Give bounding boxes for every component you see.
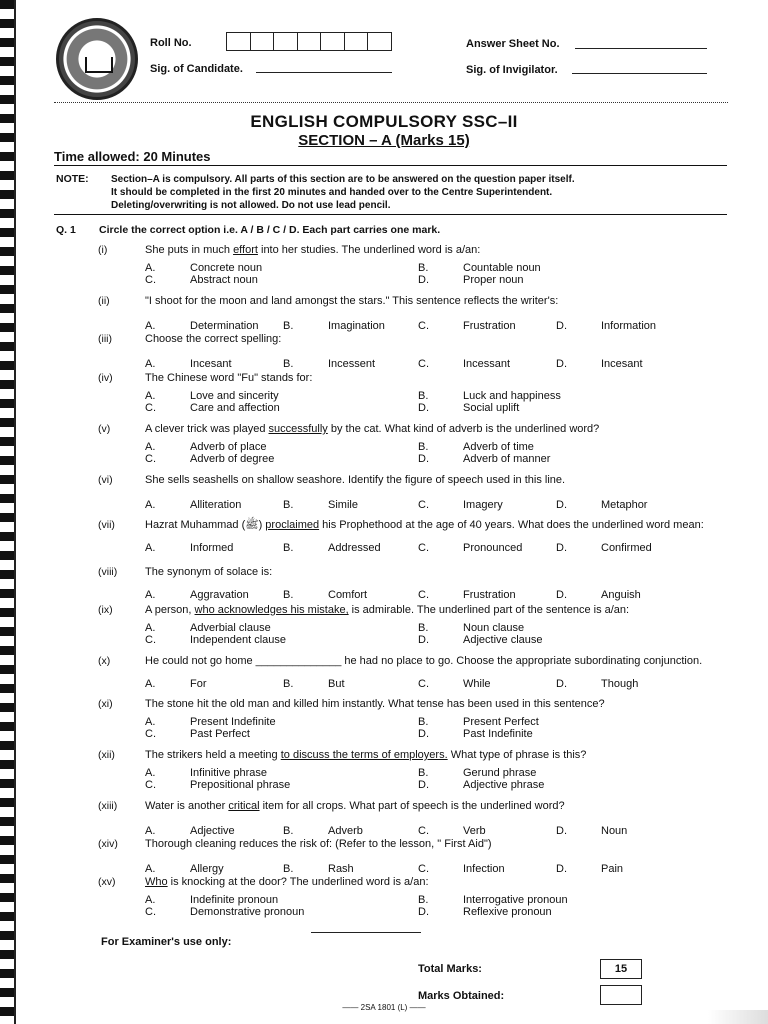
- roll-digit-box[interactable]: [298, 33, 322, 50]
- item-number: (xv): [98, 876, 116, 888]
- option-text[interactable]: Verb: [463, 825, 486, 837]
- option-letter[interactable]: C.: [418, 542, 429, 554]
- item-question: [145, 244, 705, 256]
- paper-title: ENGLISH COMPULSORY SSC–II: [250, 112, 518, 131]
- candidate-signature-label: Sig. of Candidate.: [150, 63, 243, 75]
- item-number: (v): [98, 423, 111, 435]
- option-letter[interactable]: D.: [418, 453, 429, 465]
- option-text[interactable]: Anguish: [601, 589, 641, 601]
- question-text: What type of phrase is this?: [447, 749, 587, 761]
- note-label: NOTE:: [56, 173, 89, 185]
- question-text: is admirable. The underlined part of the sentence is a/an:: [348, 604, 630, 616]
- item-question: [145, 604, 705, 616]
- option-letter[interactable]: B.: [283, 320, 294, 332]
- item-number: (vii): [98, 519, 115, 531]
- item-number: (vi): [98, 474, 113, 486]
- option-text[interactable]: Infinitive phrase: [190, 767, 268, 779]
- option-text[interactable]: Information: [601, 320, 657, 332]
- option-text[interactable]: Independent clause: [190, 634, 287, 646]
- option-text[interactable]: Adverbial clause: [190, 622, 271, 634]
- option-letter[interactable]: C.: [418, 358, 429, 370]
- option-text[interactable]: For: [190, 678, 207, 690]
- option-text[interactable]: Incessent: [328, 358, 376, 370]
- item-question: [145, 749, 705, 761]
- question-text: Hazrat Muhammad (ﷺ): [145, 519, 266, 531]
- option-text[interactable]: Metaphor: [601, 499, 648, 511]
- item-question: [145, 698, 705, 710]
- option-text[interactable]: Simile: [328, 499, 358, 511]
- board-seal-logo: [56, 18, 138, 100]
- question-item: [0, 800, 768, 837]
- option-text[interactable]: Present Perfect: [463, 716, 539, 728]
- option-letter[interactable]: A.: [145, 767, 156, 779]
- item-question: [145, 566, 705, 578]
- examiner-label: For Examiner's use only:: [101, 936, 232, 948]
- question-item: [0, 876, 768, 918]
- binding-edge: [14, 0, 16, 1024]
- option-text[interactable]: Adjective clause: [463, 634, 543, 646]
- option-text[interactable]: Care and affection: [190, 402, 280, 414]
- option-letter[interactable]: B.: [418, 390, 429, 402]
- option-letter[interactable]: B.: [283, 678, 294, 690]
- option-text[interactable]: Incessant: [463, 358, 511, 370]
- option-letter[interactable]: D.: [556, 589, 567, 601]
- answer-sheet-field[interactable]: [575, 37, 707, 49]
- option-text[interactable]: Informed: [190, 542, 234, 554]
- option-letter[interactable]: D.: [418, 634, 429, 646]
- candidate-signature-field[interactable]: [256, 61, 392, 73]
- option-text[interactable]: Frustration: [463, 589, 516, 601]
- option-text[interactable]: Interrogative pronoun: [463, 894, 568, 906]
- option-letter[interactable]: B.: [283, 358, 294, 370]
- question-text: "I shoot for the moon and land amongst the stars." This sentence reflects the writer's:: [145, 295, 559, 307]
- option-letter[interactable]: D.: [556, 863, 567, 875]
- option-text[interactable]: Incesant: [190, 358, 232, 370]
- option-letter[interactable]: C.: [418, 499, 429, 511]
- option-letter[interactable]: D.: [556, 358, 567, 370]
- item-question: [145, 372, 705, 384]
- option-text[interactable]: Past Indefinite: [463, 728, 533, 740]
- option-text[interactable]: Proper noun: [463, 274, 524, 286]
- option-letter[interactable]: A.: [145, 716, 156, 728]
- option-letter[interactable]: A.: [145, 622, 156, 634]
- option-letter[interactable]: A.: [145, 441, 156, 453]
- option-letter[interactable]: A.: [145, 542, 156, 554]
- question-text: into her studies. The underlined word is a/an:: [257, 244, 481, 256]
- option-text[interactable]: Pain: [601, 863, 624, 875]
- item-number: (ix): [98, 604, 113, 616]
- option-letter[interactable]: A.: [145, 589, 156, 601]
- question-text: The stone hit the old man and killed him instantly. What tense has been used in this sentence?: [145, 698, 605, 710]
- item-question: [145, 655, 705, 667]
- roll-digit-box[interactable]: [345, 33, 369, 50]
- option-text[interactable]: Social uplift: [463, 402, 520, 414]
- option-letter[interactable]: B.: [283, 863, 294, 875]
- option-letter[interactable]: D.: [556, 499, 567, 511]
- item-question: [145, 474, 705, 486]
- question-text: She puts in much: [145, 244, 234, 256]
- option-text[interactable]: Gerund phrase: [463, 767, 537, 779]
- option-text[interactable]: Past Perfect: [190, 728, 250, 740]
- underlined-text: critical: [228, 800, 260, 812]
- option-letter[interactable]: C.: [145, 453, 156, 465]
- option-letter[interactable]: B.: [418, 716, 429, 728]
- invigilator-signature-label: Sig. of Invigilator.: [466, 64, 558, 76]
- option-letter[interactable]: D.: [556, 320, 567, 332]
- total-marks-label: Total Marks:: [418, 963, 482, 975]
- underlined-text: successfully: [268, 423, 328, 435]
- option-text[interactable]: Adjective phrase: [463, 779, 545, 791]
- question-text: Thorough cleaning reduces the risk of: (Refer to the lesson, " First Aid"): [145, 838, 492, 850]
- underlined-text: Who: [145, 876, 168, 888]
- option-text[interactable]: Abstract noun: [190, 274, 258, 286]
- option-letter[interactable]: A.: [145, 358, 156, 370]
- option-letter[interactable]: D.: [418, 402, 429, 414]
- option-text[interactable]: Allergy: [190, 863, 224, 875]
- item-question: [145, 295, 705, 307]
- option-letter[interactable]: C.: [418, 320, 429, 332]
- option-text[interactable]: Reflexive pronoun: [463, 906, 552, 918]
- option-letter[interactable]: B.: [283, 499, 294, 511]
- option-text[interactable]: Incesant: [601, 358, 643, 370]
- option-letter[interactable]: C.: [145, 274, 156, 286]
- note-line: It should be completed in the first 20 minutes and handed over to the Centre Superintendent.: [111, 187, 553, 198]
- question-item: [0, 566, 768, 601]
- option-letter[interactable]: C.: [145, 634, 156, 646]
- option-letter[interactable]: B.: [418, 767, 429, 779]
- question-text: She sells seashells on shallow seashore. Identify the figure of speech used in this line.: [145, 474, 566, 486]
- option-text[interactable]: While: [463, 678, 491, 690]
- option-text[interactable]: Rash: [328, 863, 354, 875]
- option-letter[interactable]: C.: [418, 825, 429, 837]
- option-letter[interactable]: C.: [145, 779, 156, 791]
- option-letter[interactable]: D.: [556, 678, 567, 690]
- underlined-text: proclaimed: [265, 519, 320, 531]
- question-item: [0, 519, 768, 554]
- item-question: [145, 876, 705, 888]
- question-item: [0, 655, 768, 690]
- question-text: The synonym of solace is:: [145, 566, 273, 578]
- question-item: [0, 244, 768, 286]
- item-number: (ii): [98, 295, 110, 307]
- option-letter[interactable]: C.: [145, 402, 156, 414]
- roll-no-label: Roll No.: [150, 37, 192, 49]
- question-text: The Chinese word "Fu" stands for:: [145, 372, 313, 384]
- option-letter[interactable]: B.: [418, 262, 429, 274]
- item-question: [145, 519, 705, 531]
- option-letter[interactable]: A.: [145, 320, 156, 332]
- option-text[interactable]: Indefinite pronoun: [190, 894, 279, 906]
- item-question: [145, 800, 705, 812]
- option-letter[interactable]: D.: [556, 825, 567, 837]
- question-item: [0, 474, 768, 511]
- option-letter[interactable]: A.: [145, 894, 156, 906]
- item-number: (xiv): [98, 838, 118, 850]
- note-line: Section–A is compulsory. All parts of this section are to be answered on the question paper itself.: [111, 174, 575, 185]
- option-text[interactable]: Present Indefinite: [190, 716, 276, 728]
- underlined-text: to discuss the terms of employers.: [280, 749, 448, 761]
- note-line: Deleting/overwriting is not allowed. Do not use lead pencil.: [111, 200, 391, 211]
- option-text[interactable]: Noun clause: [463, 622, 525, 634]
- question-text: A person,: [145, 604, 195, 616]
- option-text[interactable]: Demonstrative pronoun: [190, 906, 305, 918]
- option-text[interactable]: Alliteration: [190, 499, 242, 511]
- option-text[interactable]: Confirmed: [601, 542, 652, 554]
- option-text[interactable]: Determination: [190, 320, 259, 332]
- option-letter[interactable]: D.: [556, 542, 567, 554]
- item-number: (x): [98, 655, 111, 667]
- option-letter[interactable]: D.: [418, 274, 429, 286]
- item-question: [145, 838, 705, 850]
- item-question: [145, 333, 705, 345]
- option-text[interactable]: Adverb of manner: [463, 453, 551, 465]
- option-letter[interactable]: A.: [145, 678, 156, 690]
- option-letter[interactable]: C.: [418, 863, 429, 875]
- question-item: [0, 295, 768, 332]
- total-marks-box: 15: [600, 959, 642, 979]
- question-item: [0, 749, 768, 791]
- item-question: [145, 423, 705, 435]
- option-letter[interactable]: D.: [418, 906, 429, 918]
- question-text: his Prophethood at the age of 40 years. What does the underlined word mean:: [319, 519, 704, 531]
- question-text: A clever trick was played: [145, 423, 269, 435]
- option-text[interactable]: Adverb of time: [463, 441, 534, 453]
- roll-digit-box[interactable]: [321, 33, 345, 50]
- roll-digit-box[interactable]: [227, 33, 251, 50]
- option-letter[interactable]: C.: [145, 728, 156, 740]
- roll-digit-box[interactable]: [274, 33, 298, 50]
- option-letter[interactable]: A.: [145, 262, 156, 274]
- item-number: (xii): [98, 749, 115, 761]
- option-text[interactable]: Imagination: [328, 320, 385, 332]
- option-letter[interactable]: B.: [283, 825, 294, 837]
- option-letter[interactable]: A.: [145, 863, 156, 875]
- option-letter[interactable]: C.: [418, 589, 429, 601]
- paper-code: —— 2SA 1801 (L) ——: [342, 1003, 426, 1012]
- option-text[interactable]: Imagery: [463, 499, 503, 511]
- item-number: (iii): [98, 333, 112, 345]
- option-letter[interactable]: A.: [145, 825, 156, 837]
- option-letter[interactable]: B.: [283, 542, 294, 554]
- option-text[interactable]: Prepositional phrase: [190, 779, 291, 791]
- item-number: (iv): [98, 372, 113, 384]
- underlined-text: effort: [233, 244, 258, 256]
- option-text[interactable]: Frustration: [463, 320, 516, 332]
- option-text[interactable]: Love and sincerity: [190, 390, 279, 402]
- option-text[interactable]: Pronounced: [463, 542, 523, 554]
- option-text[interactable]: Aggravation: [190, 589, 249, 601]
- option-letter[interactable]: B.: [418, 894, 429, 906]
- question-text: Choose the correct spelling:: [145, 333, 282, 345]
- question-instruction: Circle the correct option i.e. A / B / C / D. Each part carries one mark.: [99, 224, 441, 236]
- option-text[interactable]: Luck and happiness: [463, 390, 561, 402]
- option-text[interactable]: Adverb of place: [190, 441, 267, 453]
- option-text[interactable]: But: [328, 678, 345, 690]
- option-text[interactable]: Countable noun: [463, 262, 541, 274]
- option-letter[interactable]: B.: [418, 622, 429, 634]
- header-divider: [54, 102, 728, 103]
- option-text[interactable]: Noun: [601, 825, 628, 837]
- rule-bottom: [54, 214, 727, 215]
- spiral-binding: [0, 0, 14, 1024]
- question-number: Q. 1: [56, 224, 76, 236]
- question-item: [0, 372, 768, 414]
- option-letter[interactable]: C.: [418, 678, 429, 690]
- question-item: [0, 698, 768, 740]
- option-text[interactable]: Adjective: [190, 825, 235, 837]
- option-letter[interactable]: B.: [283, 589, 294, 601]
- option-letter[interactable]: A.: [145, 499, 156, 511]
- note-text: [111, 173, 723, 212]
- question-item: [0, 604, 768, 646]
- question-item: [0, 423, 768, 465]
- option-letter[interactable]: A.: [145, 390, 156, 402]
- answer-sheet-label: Answer Sheet No.: [466, 38, 560, 50]
- roll-digit-box[interactable]: [368, 33, 391, 50]
- invigilator-signature-field[interactable]: [572, 62, 707, 74]
- question-text: He could not go home ______________ he had no place to go. Choose the appropriate subordinating conjunction.: [145, 655, 703, 667]
- question-text: by the cat. What kind of adverb is the underlined word?: [327, 423, 600, 435]
- item-number: (i): [98, 244, 108, 256]
- examiner-line: [311, 932, 421, 933]
- option-text[interactable]: Adverb of degree: [190, 453, 275, 465]
- item-number: (xi): [98, 698, 113, 710]
- question-text: Water is another: [145, 800, 229, 812]
- option-text[interactable]: Concrete noun: [190, 262, 263, 274]
- option-text[interactable]: Comfort: [328, 589, 368, 601]
- option-text[interactable]: Adverb: [328, 825, 363, 837]
- option-letter[interactable]: C.: [145, 906, 156, 918]
- roll-no-boxes[interactable]: [226, 32, 392, 51]
- option-letter[interactable]: D.: [418, 779, 429, 791]
- time-allowed: Time allowed: 20 Minutes: [54, 149, 211, 164]
- item-number: (xiii): [98, 800, 118, 812]
- option-letter[interactable]: B.: [418, 441, 429, 453]
- question-item: [0, 838, 768, 875]
- option-text[interactable]: Infection: [463, 863, 505, 875]
- question-item: [0, 333, 768, 370]
- roll-digit-box[interactable]: [251, 33, 275, 50]
- option-text[interactable]: Though: [601, 678, 639, 690]
- section-heading: SECTION – A (Marks 15): [298, 132, 470, 149]
- page-corner-shade: [708, 1010, 768, 1024]
- option-text[interactable]: Addressed: [328, 542, 381, 554]
- underlined-text: who acknowledges his mistake,: [194, 604, 349, 616]
- question-text: is knocking at the door? The underlined word is a/an:: [167, 876, 429, 888]
- marks-obtained-box[interactable]: [600, 985, 642, 1005]
- item-number: (viii): [98, 566, 118, 578]
- question-text: item for all crops. What part of speech is the underlined word?: [259, 800, 565, 812]
- rule-top: [54, 165, 727, 166]
- marks-obtained-label: Marks Obtained:: [418, 990, 505, 1002]
- option-letter[interactable]: D.: [418, 728, 429, 740]
- question-text: The strikers held a meeting: [145, 749, 281, 761]
